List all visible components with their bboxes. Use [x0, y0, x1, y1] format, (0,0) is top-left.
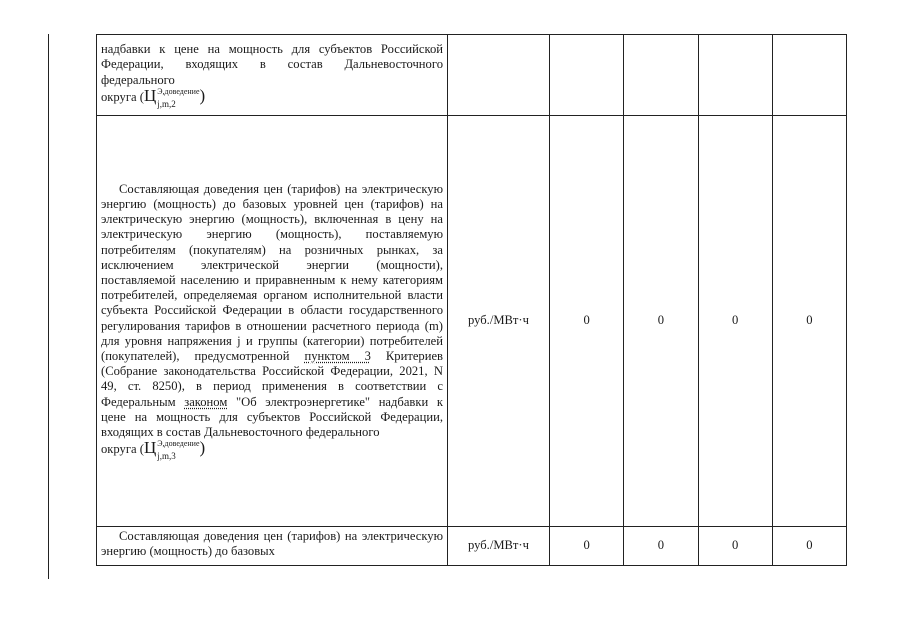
formula-sub: j,m,2 — [157, 98, 176, 109]
row2-unit: руб./МВт·ч — [448, 116, 550, 527]
row3-value-3: 0 — [698, 527, 772, 566]
formula-symbol: Ц — [143, 438, 157, 458]
row1-formula — [101, 85, 206, 109]
row1-text-end: федерального — [101, 72, 175, 87]
row3-value-1: 0 — [550, 527, 624, 566]
row1-unit-cell — [448, 35, 550, 116]
row1-value-cell — [772, 35, 846, 116]
formula-sup: Э,доведение — [157, 86, 200, 96]
row1-description — [97, 35, 448, 116]
formula-sup: Э,доведение — [157, 439, 200, 449]
row2-text-c: "Об электроэнергетике" надбавки к цене на мощность для субъектов Российской Федерации, входящих в состав Дальневосточного — [101, 394, 443, 439]
row1-text: надбавки к цене на мощность для субъектов Российской Федерации, входящих в состав Дальневосточного — [101, 42, 443, 72]
row2-text-b: Критериев (Собрание законодательства Российской Федерации, 2021, N 49, ст. 8250), в период применения в соответствии с Федеральным — [101, 348, 443, 409]
row3-value-4: 0 — [772, 527, 846, 566]
formula-suffix: ) — [199, 438, 206, 458]
tariff-table — [96, 34, 847, 566]
row3-unit: руб./МВт·ч — [448, 527, 550, 566]
row3-description — [97, 527, 448, 566]
formula-symbol: Ц — [143, 85, 157, 105]
row1-value-cell — [698, 35, 772, 116]
formula-sub: j,m,3 — [157, 451, 176, 462]
row2-value-1: 0 — [550, 116, 624, 527]
row3-text: Составляющая доведения цен (тарифов) на электрическую энергию (мощность) до базовых — [101, 529, 443, 559]
table-row — [97, 35, 847, 116]
row2-value-2: 0 — [624, 116, 698, 527]
table-row — [97, 527, 847, 566]
margin-rule — [48, 34, 49, 579]
table-row — [97, 116, 847, 527]
link-federal-law[interactable]: законом — [184, 394, 228, 409]
row3-value-2: 0 — [624, 527, 698, 566]
link-punkt-3[interactable]: пунктом 3 — [304, 348, 371, 363]
row1-value-cell — [624, 35, 698, 116]
formula-prefix: округа ( — [101, 89, 144, 104]
formula-prefix: округа ( — [101, 442, 144, 457]
row2-value-3: 0 — [698, 116, 772, 527]
row2-value-4: 0 — [772, 116, 846, 527]
row2-text-d: федерального — [305, 424, 380, 439]
row1-value-cell — [550, 35, 624, 116]
row2-description — [97, 116, 448, 527]
row2-text-a: Составляющая доведения цен (тарифов) на электрическую энергию (мощность) до базовых уровней цен (тарифов) на электрическую энергию (мощность), включенная в цену на электрическую энергию (мощность), поставляемую потребителям (покупателям) на розничных рынках, за исключением электрической энергии (мощности), поставляемой населению и приравненным к нему категориям потребителей, определяемая органом исполнительной власти субъекта Российской Федерации в области государственного регулирования тарифов в отношении расчетного периода (m) для уровня напряжения j и группы (категории) потребителей (покупателей), предусмотренной — [101, 181, 443, 363]
formula-suffix: ) — [199, 85, 206, 105]
row2-formula — [101, 438, 206, 462]
